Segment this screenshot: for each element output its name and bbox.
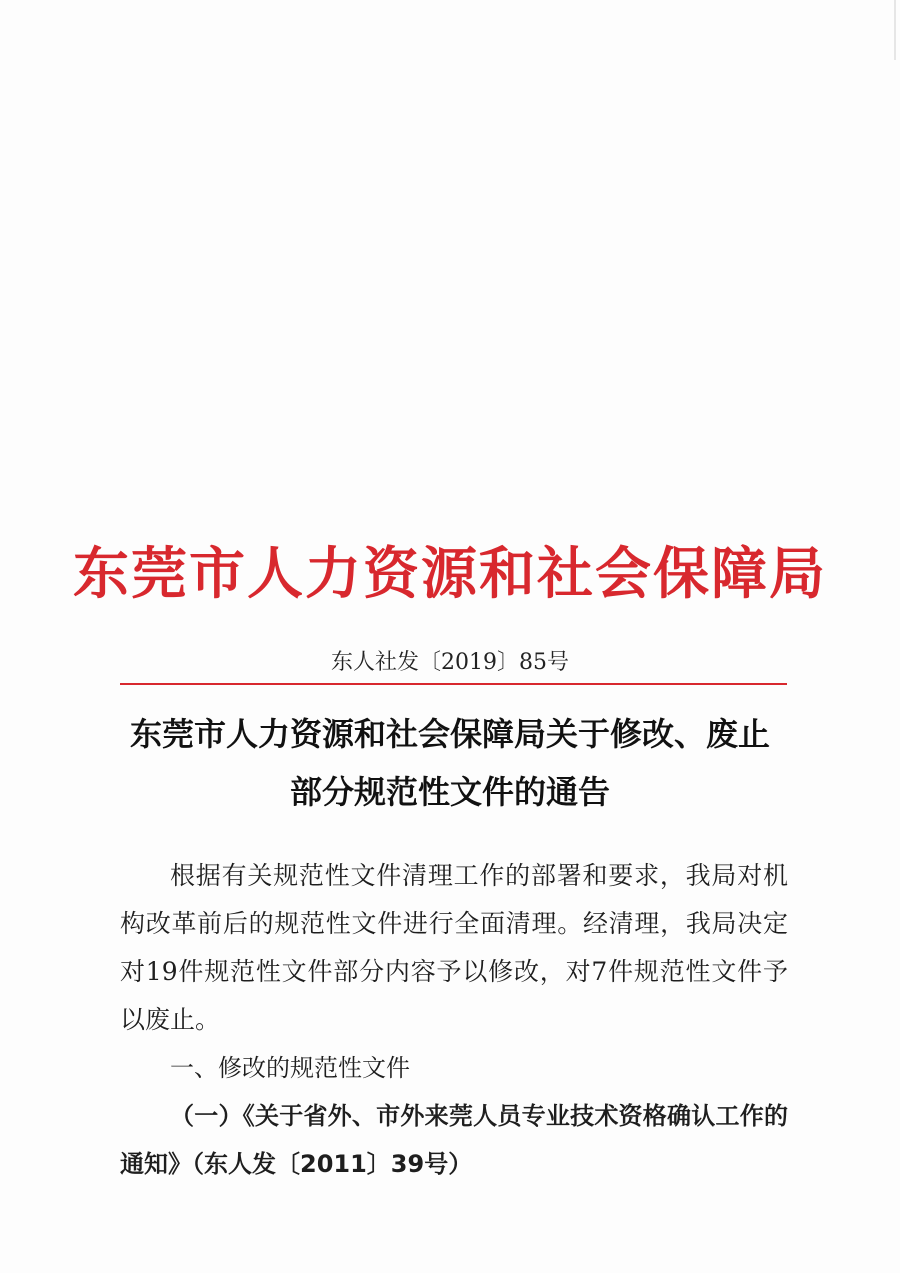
item-heading: （一）《关于省外、市外来莞人员专业技术资格确认工作的通知》（东人发〔2011〕39号）	[120, 1102, 788, 1178]
intro-paragraph: 根据有关规范性文件清理工作的部署和要求，我局对机构改革前后的规范性文件进行全面清理。经清理，我局决定对19件规范性文件部分内容予以修改，对7件规范性文件予以废止。	[120, 861, 788, 1034]
agency-masthead: 东莞市人力资源和社会保障局	[73, 541, 827, 607]
section-heading: 一、修改的规范性文件	[170, 1054, 410, 1082]
title-line-2: 部分规范性文件的通告	[289, 773, 610, 811]
title-line-1: 东莞市人力资源和社会保障局关于修改、废止	[129, 715, 770, 753]
document-number: 东人社发〔2019〕85号	[331, 650, 569, 675]
document-title	[0, 705, 900, 821]
document-body	[120, 852, 788, 1188]
red-separator-line	[120, 683, 787, 685]
scan-edge-mark	[894, 0, 896, 60]
